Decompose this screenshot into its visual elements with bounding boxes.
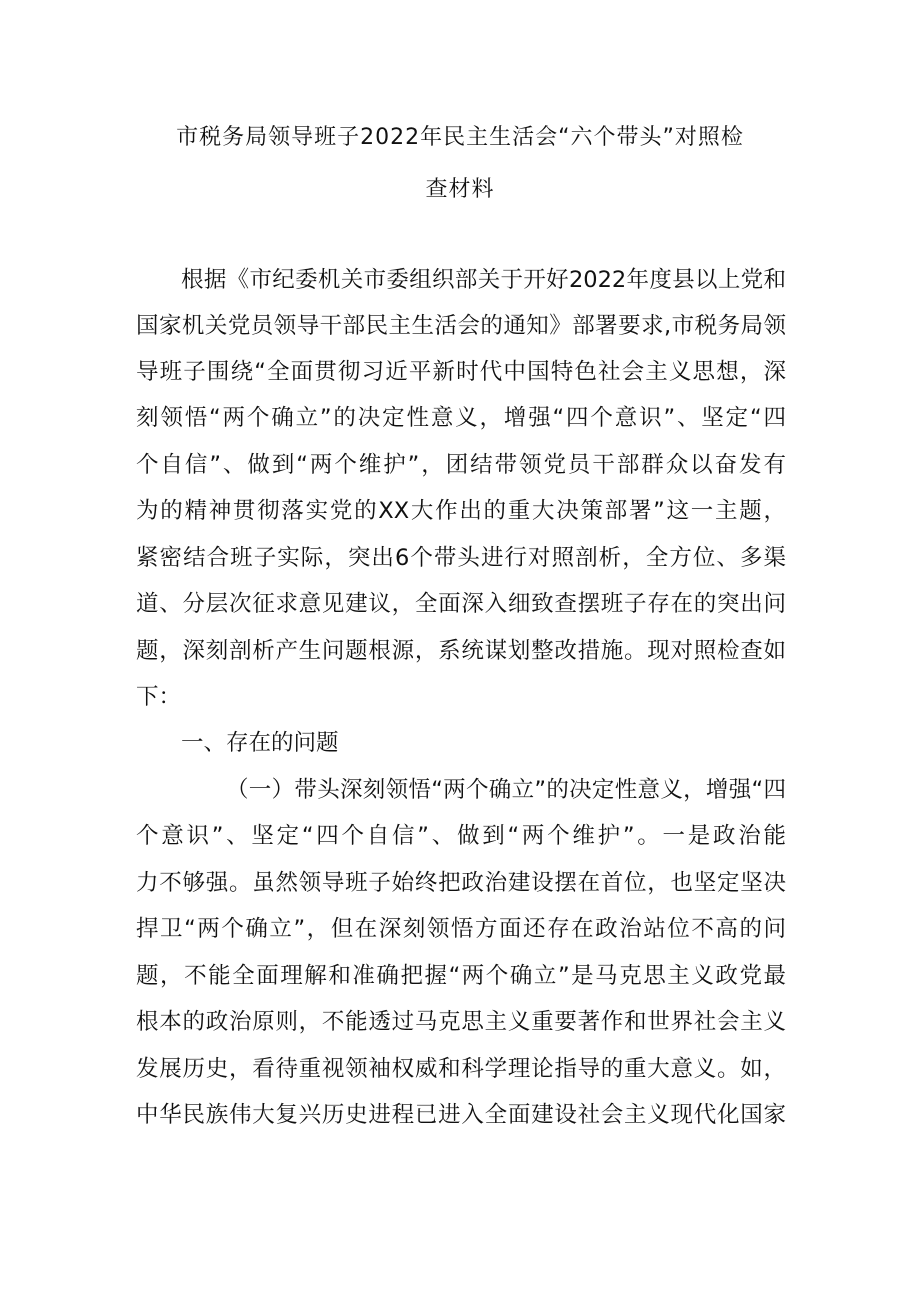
section-heading: 一、存在的问题 bbox=[181, 730, 339, 756]
paragraph-line: 为的精神贯彻落实党的XX大作出的重大决策部署”这一主题， bbox=[136, 498, 786, 524]
paragraph-line: 刻领悟“两个确立”的决定性意义，增强“四个意识”、坚定“四 bbox=[136, 405, 786, 431]
paragraph-line: 题，深刻剖析产生问题根源，系统谋划整改措施。现对照检查如 bbox=[136, 638, 786, 664]
paragraph-line: 发展历史，看待重视领袖权威和科学理论指导的重大意义。如， bbox=[136, 1056, 786, 1082]
paragraph-line: 下： bbox=[136, 684, 182, 710]
document-title-line-2: 查材料 bbox=[425, 177, 495, 202]
paragraph-line: 中华民族伟大复兴历史进程已进入全面建设社会主义现代化国家 bbox=[136, 1102, 786, 1128]
paragraph-line: 根据《市纪委机关市委组织部关于开好2022年度县以上党和 bbox=[181, 267, 786, 293]
paragraph-line: 道、分层次征求意见建议，全面深入细致查摆班子存在的突出问 bbox=[136, 591, 786, 617]
paragraph-line: 国家机关党员领导干部民主生活会的通知》部署要求,市税务局领 bbox=[136, 313, 786, 339]
paragraph-line: 根本的政治原则，不能透过马克思主义重要著作和世界社会主义 bbox=[136, 1009, 786, 1035]
document-title-line-1: 市税务局领导班子2022年民主生活会“六个带头”对照检 bbox=[176, 125, 744, 150]
paragraph-line: 力不够强。虽然领导班子始终把政治建设摆在首位，也坚定坚决 bbox=[136, 870, 786, 896]
paragraph-line: 个自信”、做到“两个维护”，团结带领党员干部群众以奋发有 bbox=[136, 452, 786, 478]
paragraph-line: 捍卫“两个确立”，但在深刻领悟方面还存在政治站位不高的问 bbox=[136, 916, 786, 942]
paragraph-line: 题，不能全面理解和准确把握“两个确立”是马克思主义政党最 bbox=[136, 963, 786, 989]
paragraph-line: 个意识”、坚定“四个自信”、做到“两个维护”。一是政治能 bbox=[136, 823, 786, 849]
paragraph-line: 导班子围绕“全面贯彻习近平新时代中国特色社会主义思想，深 bbox=[136, 359, 786, 385]
paragraph-line: （一）带头深刻领悟“两个确立”的决定性意义，增强“四 bbox=[226, 777, 786, 803]
paragraph-line: 紧密结合班子实际，突出6个带头进行对照剖析，全方位、多渠 bbox=[136, 545, 786, 571]
